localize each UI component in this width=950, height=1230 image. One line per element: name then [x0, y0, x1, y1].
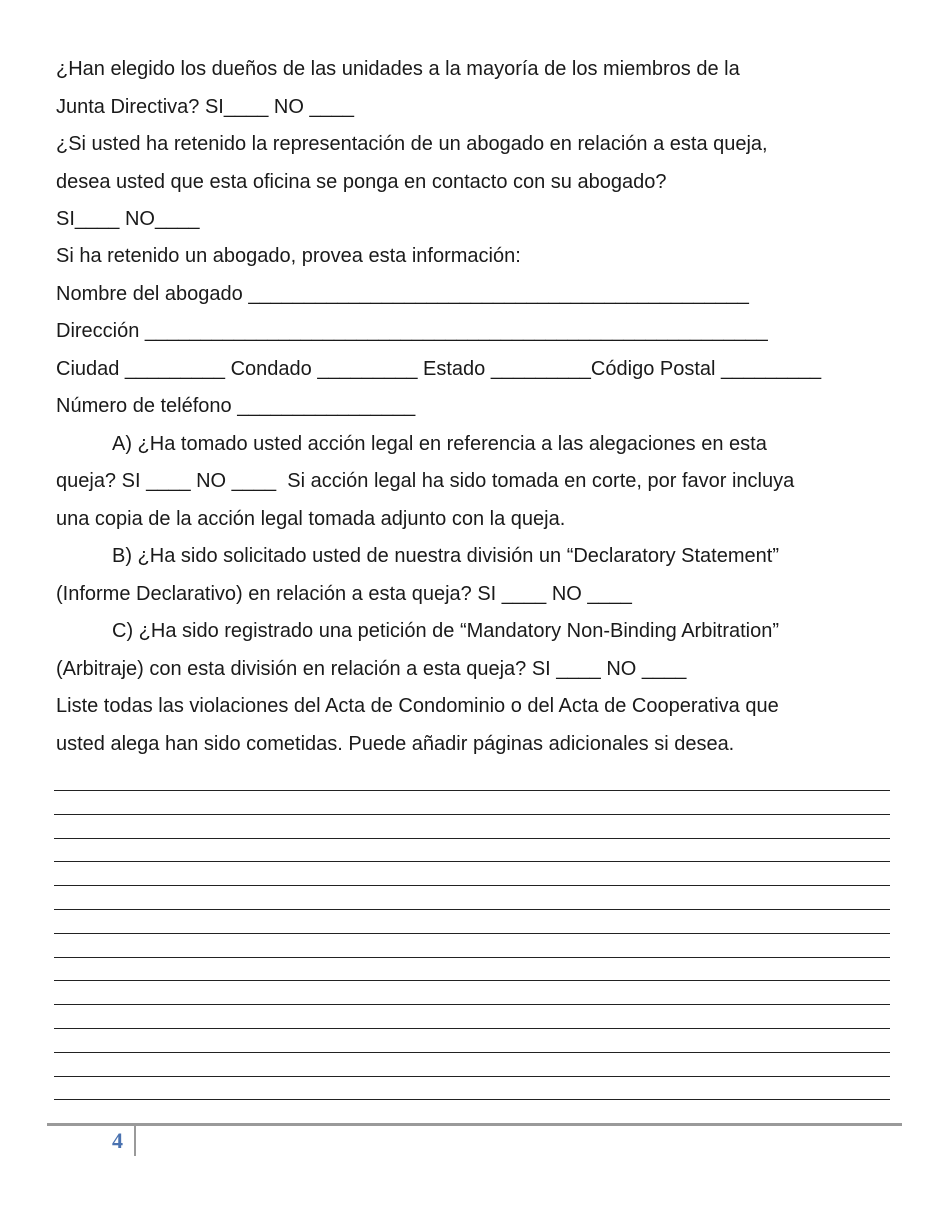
question-attorney-contact: ¿Si usted ha retenido la representación de un abogado en relación a esta queja, [56, 133, 768, 155]
page-number: 4 [112, 1128, 123, 1153]
question-b-declaratory-statement: B) ¿Ha sido solicitado usted de nuestra división un “Declaratory Statement” [112, 545, 779, 567]
attorney-city-county-state-zip-field: Ciudad _________ Condado _________ Estado _________Código Postal _________ [56, 358, 822, 380]
answer-line [54, 1004, 890, 1005]
answer-line [54, 814, 890, 815]
answer-line [54, 885, 890, 886]
question-a-legal-action-cont: queja? SI ____ NO ____ Si acción legal ha sido tomada en corte, por favor incluya [56, 470, 795, 492]
question-b-declaratory-statement-cont: (Informe Declarativo) en relación a esta queja? SI ____ NO ____ [56, 583, 632, 605]
attorney-address-field: Dirección ________________________________________________________ [56, 320, 768, 342]
page-number-divider [134, 1126, 136, 1156]
attorney-info-intro: Si ha retenido un abogado, provea esta información: [56, 245, 521, 267]
answer-line [54, 838, 890, 839]
answer-line [54, 790, 890, 791]
question-attorney-contact-cont: desea usted que esta oficina se ponga en contacto con su abogado? [56, 171, 667, 193]
answer-line [54, 980, 890, 981]
question-a-legal-action: A) ¿Ha tomado usted acción legal en referencia a las alegaciones en esta [112, 433, 767, 455]
answer-line [54, 861, 890, 862]
answer-line [54, 957, 890, 958]
attorney-name-field: Nombre del abogado _____________________________________________ [56, 283, 749, 305]
answer-line [54, 1076, 890, 1077]
violations-instructions: Liste todas las violaciones del Acta de Condominio o del Acta de Cooperativa que [56, 695, 779, 717]
answer-line [54, 1099, 890, 1100]
question-a-legal-action-end: una copia de la acción legal tomada adjunto con la queja. [56, 508, 566, 530]
answer-line [54, 909, 890, 910]
answer-line [54, 1052, 890, 1053]
footer-rule [47, 1123, 902, 1126]
answer-line [54, 933, 890, 934]
attorney-phone-field: Número de teléfono ________________ [56, 395, 416, 417]
question-board-majority-answers: Junta Directiva? SI____ NO ____ [56, 96, 354, 118]
question-c-arbitration-cont: (Arbitraje) con esta división en relación a esta queja? SI ____ NO ____ [56, 658, 687, 680]
question-c-arbitration: C) ¿Ha sido registrado una petición de “Mandatory Non-Binding Arbitration” [112, 620, 780, 642]
violations-instructions-cont: usted alega han sido cometidas. Puede añadir páginas adicionales si desea. [56, 733, 735, 755]
answer-line [54, 1028, 890, 1029]
question-attorney-contact-answers: SI____ NO____ [56, 208, 200, 230]
question-board-majority: ¿Han elegido los dueños de las unidades a la mayoría de los miembros de la [56, 58, 740, 80]
